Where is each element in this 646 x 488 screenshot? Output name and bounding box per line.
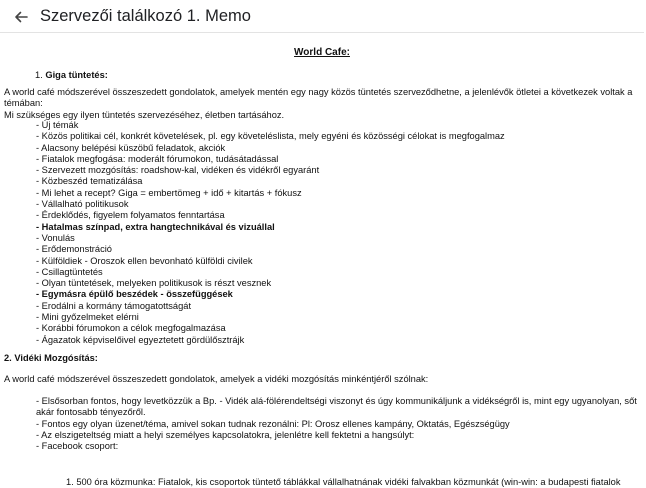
list-item: - Csillagtüntetés (36, 266, 103, 277)
doc-heading: World Cafe: (294, 47, 350, 58)
list-item: - Fiatalok megfogása: moderált fórumokon, tudásátadással (36, 153, 279, 164)
section2-intro: A world café módszerével összeszedett gondolatok, amelyek a vidéki mozgósítás minkéntjéről szólnak: (4, 374, 429, 384)
list-item: - Fontos egy olyan üzenet/téma, amivel sokan tudnak rezonálni: Pl: Orosz ellenes kampány, Oktatás, Egészségügy (36, 418, 510, 429)
list-item: - Külföldiek - Oroszok ellen bevonható külföldi civilek (36, 255, 253, 266)
list-item: - Új témák (36, 120, 79, 130)
back-button[interactable] (8, 4, 34, 30)
list-item: - Mi lehet a recept? Giga = embertömeg + idő + kitartás + fókusz (36, 187, 302, 198)
list-item: - Közbeszéd tematizálása (36, 176, 143, 187)
list-item: - Közös politikai cél, konkrét követelések, pl. egy követeléslista, mely egyéni és közösségi célokat is megfogalmaz (36, 131, 505, 142)
list-item: - Elsősorban fontos, hogy levetközzük a Bp. - Vidék alá-fölérendeltségi viszonyt és úgy kommunikáljunk a vidékségről is, mint egy ugyanolyan, sőt akár fontosabb tényezőről. (36, 396, 637, 418)
toolbar (0, 0, 644, 33)
list-item: - Érdeklődés, figyelem folyamatos fenntartása (36, 210, 225, 221)
list-item: - Korábbi fórumokon a célok megfogalmazása (36, 323, 226, 334)
document-page (0, 33, 644, 487)
intro-paragraph-2: Mi szükséges egy ilyen tüntetés szervezéséhez, életben tartásához. (4, 109, 285, 120)
arrow-left-icon (13, 9, 29, 25)
intro-paragraph: A world café módszerével összeszedett gondolatok, amelyek mentén egy nagy közös tüntetés szerveződhetne, a jelenlévők ötletei a következek voltak a témában: (4, 87, 633, 109)
section-heading-giga (35, 70, 108, 81)
videki-list (36, 396, 640, 452)
document-title: Szervezői találkozó 1. Memo (40, 7, 251, 25)
section-heading-videki (4, 353, 98, 364)
section-number: 2. (4, 353, 12, 363)
list-item: - Alacsony belépési küszöbű feladatok, akciók (36, 142, 226, 153)
section-intro (4, 87, 634, 121)
list-item: - Hatalmas színpad, extra hangtechnikával és vizuállal (36, 221, 275, 232)
list-item: - Olyan tüntetések, melyeken politikusok is részt vesznek (36, 278, 272, 289)
list-item: - Az elszigeteltség miatt a helyi személyes kapcsolatokra, jelenlétre kell fektetni a hangsúlyt: (36, 429, 415, 440)
list-item: - Mini győzelmeket elérni (36, 312, 139, 323)
section-number: 1. (35, 70, 43, 80)
list-item: - Ágazatok képviselőivel egyeztetett gördülősztrájk (36, 334, 245, 345)
section-heading-text: Giga tüntetés: (45, 70, 108, 80)
section-heading-text: Vidéki Mozgósítás: (14, 353, 98, 363)
list-item: - Vonulás (36, 232, 75, 243)
list-item: - Facebook csoport: (36, 441, 119, 452)
facebook-subitem: 1. 500 óra közmunka: Fiatalok, kis csoportok tüntető táblákkal vállalhatnának vidéki falvakban közmunkát (win-win: a budapesti fiatalok (66, 477, 621, 487)
list-item: - Vállalható politikusok (36, 199, 129, 210)
list-item: - Szervezett mozgósítás: roadshow-kal, vidéken és vidékről egyaránt (36, 165, 320, 176)
list-item: - Erődemonstráció (36, 244, 112, 255)
list-item: - Egymásra épülő beszédek - összefüggések (36, 289, 233, 300)
list-item: - Erodálni a kormány támogatottságát (36, 300, 192, 311)
giga-list (36, 120, 616, 346)
